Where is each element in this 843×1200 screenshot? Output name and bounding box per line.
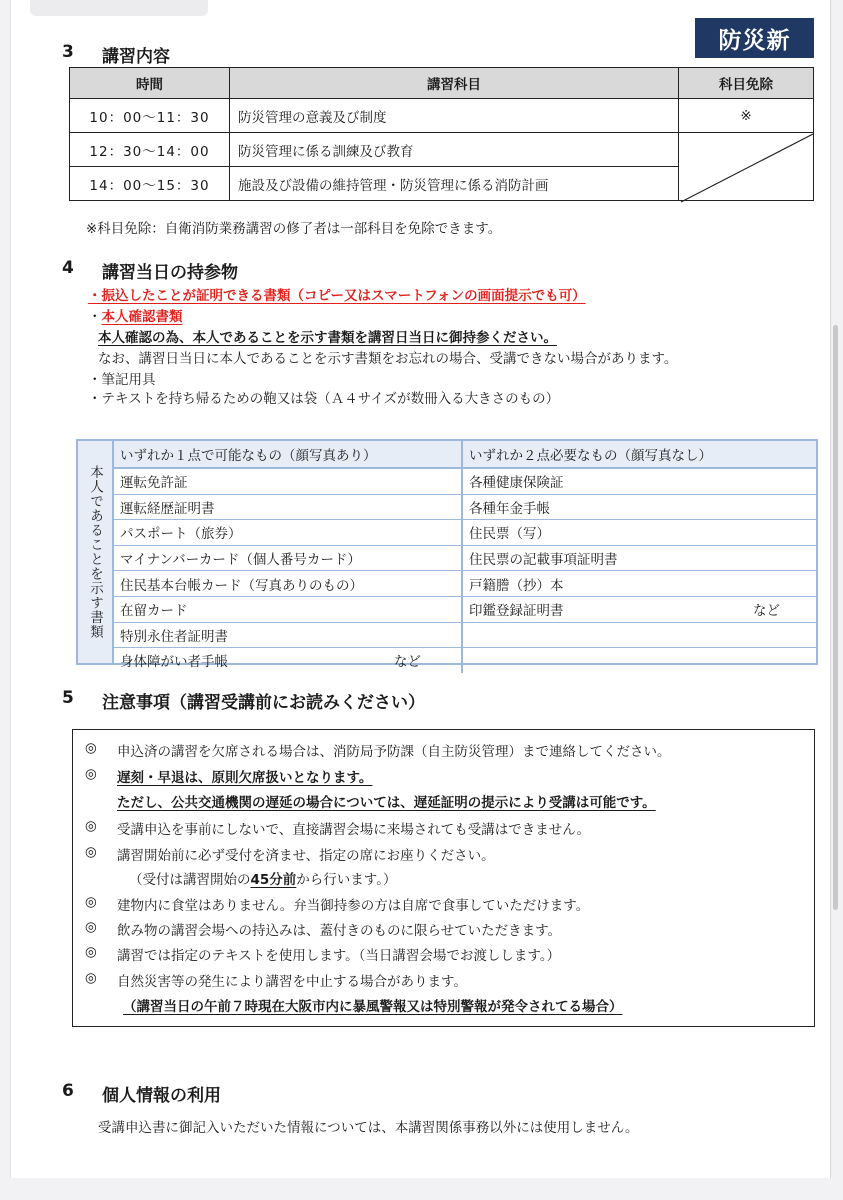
item-id-docs: ・本人確認書類: [88, 309, 183, 325]
table-row: マイナンバーカード（個人番号カード） 住民票の記載事項証明書: [114, 546, 816, 572]
notes-box: ◎ 申込済の講習を欠席される場合は、消防局予防課（自主防災管理）まで連絡してください。 ◎ 遅刻・早退は、原則欠席扱いとなります。 ただし、公共交通機関の遅延の場合については、遅延証明の提示により受講は可能です。 ◎ 受講申込を事前にしないで、直接講習会場に来場されても受講はできません。 ◎ 講習開始前に必ず受付を済ませ、指定の席にお座りください。 （受付は講習開始の45分前から行います。） ◎ 建物内に食堂はありません。弁当御持参の方は自席で食事していただけます。 ◎ 飲み物の講習会場への持込みは、蓋付きのものに限らせていただきます。 ◎ 講習では指定のテキストを使用します。（当日講習会場でお渡しします。） ◎ 自然災害等の発生により講習を中止する場合があります。 （講習当日の午前７時現在大阪市内に暴風警報又は特別警報が発令されてる場合）: [72, 729, 815, 1027]
table-row: 住民基本台帳カード（写真ありのもの） 戸籍謄（抄）本: [114, 571, 816, 597]
top-toolbar-edge: [30, 0, 208, 16]
id-col1-header: いずれか１点で可能なもの（顔写真あり）: [114, 441, 463, 467]
category-badge: 防災新: [695, 18, 814, 58]
col1-etc: など: [394, 654, 421, 671]
table-row: 身体障がい者手帳 など: [114, 648, 816, 673]
scrollbar[interactable]: [833, 325, 838, 910]
header-subject: 講習科目: [230, 68, 679, 99]
table-row: 10：00〜11：30 防災管理の意義及び制度 ※: [70, 99, 814, 133]
privacy-text: 受講申込書に御記入いただいた情報については、本講習関係事務以外には使用しません。: [98, 1120, 639, 1136]
exemption-note: ※科目免除：自衛消防業務講習の修了者は一部科目を免除できます。: [86, 221, 502, 237]
id-col2-header: いずれか２点必要なもの（顔写真なし）: [469, 448, 712, 464]
id-table-side-label: 本人であることを示す書類: [78, 441, 114, 663]
table-row: 運転免許証 各種健康保険証: [114, 469, 816, 495]
item-bag: ・テキストを持ち帰るための鞄又は袋（Ａ４サイズが数冊入る大きさのもの）: [88, 391, 560, 407]
table-row: 特別永住者証明書: [114, 623, 816, 649]
id-forget-note: なお、講習日当日に本人であることを示す書類をお忘れの場合、受講できない場合があります。: [98, 351, 678, 367]
header-exempt: 科目免除: [679, 68, 814, 99]
header-time: 時間: [70, 68, 230, 99]
item-writing-tools: ・筆記用具: [88, 372, 156, 388]
diagonal-slash: [680, 133, 814, 203]
id-bring-instruction: 本人確認の為、本人であることを示す書類を講習日当日に御持参ください。: [98, 330, 557, 346]
table-row: パスポート（旅券） 住民票（写）: [114, 520, 816, 546]
table-row: 運転経歴証明書 各種年金手帳: [114, 495, 816, 521]
table-row: 12：30〜14：00 防災管理に係る訓練及び教育: [70, 133, 814, 167]
col2-etc: など: [753, 603, 780, 620]
table-row: 14：00〜15：30 施設及び設備の維持管理・防災管理に係る消防計画: [70, 167, 814, 201]
item-payment-proof: ・振込したことが証明できる書類（コピー又はスマートフォンの画面提示でも可）: [88, 288, 586, 304]
id-documents-table: [76, 439, 818, 671]
table-row: 在留カード 印鑑登録証明書 など: [114, 597, 816, 623]
